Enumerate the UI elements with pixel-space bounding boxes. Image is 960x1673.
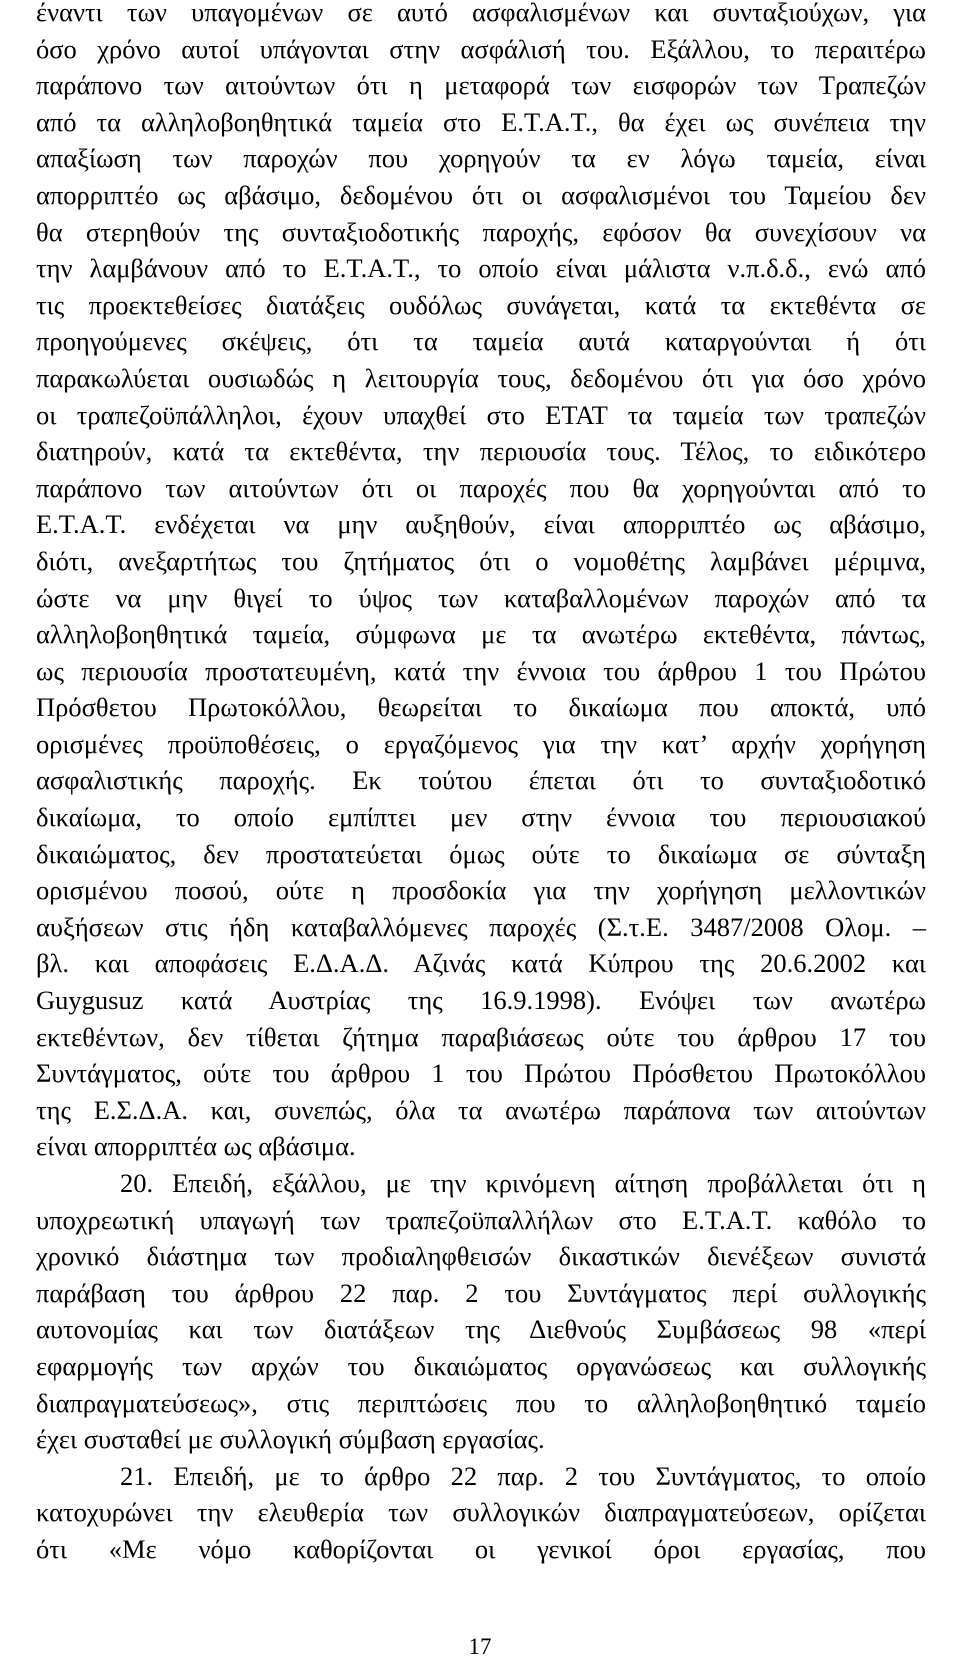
text-line: απαξίωση των παροχών που χορηγούν τα εν λόγω ταμεία, είναι [36, 143, 926, 174]
text-line: την λαμβάνουν από το Ε.Τ.Α.Τ., το οποίο είναι μάλιστα ν.π.δ.δ., ενώ από [36, 253, 926, 284]
text-line: ορισμένες προϋποθέσεις, ο εργαζόμενος για την κατ’ αρχήν χορήγηση [36, 728, 926, 759]
text-line: της Ε.Σ.Δ.Α. και, συνεπώς, όλα τα ανωτέρω παράπονα των αιτούντων [36, 1094, 926, 1125]
text-line: εκτεθέντων, δεν τίθεται ζήτημα παραβιάσεως ούτε του άρθρου 17 του [36, 1021, 926, 1052]
text-line: απορριπτέο ως αβάσιμο, δεδομένου ότι οι ασφαλισμένοι του Ταμείου δεν [36, 179, 926, 210]
text-line: χρονικό διάστημα των προδιαληφθεισών δικαστικών διενέξεων συνιστά [36, 1241, 926, 1272]
text-line: προηγούμενες σκέψεις, ότι τα ταμεία αυτά καταργούνται ή ότι [36, 326, 926, 357]
text-line: αυξήσεων στις ήδη καταβαλλόμενες παροχές (Σ.τ.Ε. 3487/2008 Ολομ. – [36, 911, 926, 942]
text-line: δικαιώματος, δεν προστατεύεται όμως ούτε το δικαίωμα σε σύνταξη [36, 838, 926, 869]
text-line: δικαίωμα, το οποίο εμπίπτει μεν στην έννοια του περιουσιακού [36, 802, 926, 833]
text-line: είναι απορριπτέα ως αβάσιμα. [36, 1131, 356, 1162]
text-line: Συντάγματος, ούτε του άρθρου 1 του Πρώτου Πρόσθετου Πρωτοκόλλου [36, 1058, 926, 1089]
text-line: ως περιουσία προστατευμένη, κατά την έννοια του άρθρου 1 του Πρώτου [36, 655, 926, 686]
text-line: οι τραπεζοϋπάλληλοι, έχουν υπαχθεί στο ΕΤΑΤ τα ταμεία των τραπεζών [36, 399, 926, 430]
text-line: έχει συσταθεί με συλλογική σύμβαση εργασίας. [36, 1424, 545, 1455]
text-line: έναντι των υπαγομένων σε αυτό ασφαλισμένων και συνταξιούχων, για [36, 0, 926, 27]
text-line: 21. Επειδή, με το άρθρο 22 παρ. 2 του Συντάγματος, το οποίο [120, 1460, 926, 1491]
text-line: διότι, ανεξαρτήτως του ζητήματος ότι ο νομοθέτης λαμβάνει μέριμνα, [36, 545, 926, 576]
text-line: ασφαλιστικής παροχής. Εκ τούτου έπεται ότι το συνταξιοδοτικό [36, 765, 926, 796]
text-line: αυτονομίας και των διατάξεων της Διεθνούς Συμβάσεως 98 «περί [36, 1314, 926, 1345]
text-line: αλληλοβοηθητικά ταμεία, σύμφωνα με τα ανωτέρω εκτεθέντα, πάντως, [36, 619, 926, 650]
text-line: θα στερηθούν της συνταξιοδοτικής παροχής, εφόσον θα συνεχίσουν να [36, 216, 926, 247]
text-line: εφαρμογής των αρχών του δικαιώματος οργανώσεως και συλλογικής [36, 1350, 926, 1381]
document-body [36, 0, 926, 1568]
text-line: όσο χρόνο αυτοί υπάγονται στην ασφάλισή του. Εξάλλου, το περαιτέρω [36, 33, 926, 64]
text-line: διαπραγματεύσεως», στις περιπτώσεις που το αλληλοβοηθητικό ταμείο [36, 1387, 926, 1418]
text-line: 20. Επειδή, εξάλλου, με την κρινόμενη αίτηση προβάλλεται ότι η [120, 1168, 926, 1198]
text-line: διατηρούν, κατά τα εκτεθέντα, την περιουσία τους. Τέλος, το ειδικότερο [36, 436, 926, 467]
text-line: Πρόσθετου Πρωτοκόλλου, θεωρείται το δικαίωμα που αποκτά, υπό [36, 692, 926, 723]
text-line: παράπονο των αιτούντων ότι οι παροχές που θα χορηγούνται από το [36, 472, 926, 503]
text-line: παρακωλύεται ουσιωδώς η λειτουργία τους, δεδομένου ότι για όσο χρόνο [36, 362, 926, 393]
text-line: ότι «Με νόμο καθορίζονται οι γενικοί όροι εργασίας, που [36, 1533, 926, 1564]
text-line: ώστε να μην θιγεί το ύψος των καταβαλλομένων παροχών από τα [36, 582, 926, 613]
page-number: 17 [468, 1634, 492, 1659]
text-line: τις προεκτεθείσες διατάξεις ουδόλως συνάγεται, κατά τα εκτεθέντα σε [36, 289, 926, 320]
text-line: παράπονο των αιτούντων ότι η μεταφορά των εισφορών των Τραπεζών [36, 70, 926, 101]
text-line: παράβαση του άρθρου 22 παρ. 2 του Συντάγματος περί συλλογικής [36, 1277, 926, 1308]
text-line: από τα αλληλοβοηθητικά ταμεία στο Ε.Τ.Α.Τ., θα έχει ως συνέπεια την [36, 106, 926, 137]
text-line: υποχρεωτική υπαγωγή των τραπεζοϋπαλλήλων στο Ε.Τ.Α.Τ. καθόλο το [36, 1204, 926, 1235]
text-line: βλ. και αποφάσεις Ε.Δ.Α.Δ. Αζινάς κατά Κύπρου της 20.6.2002 και [36, 948, 926, 979]
text-line: ορισμένου ποσού, ούτε η προσδοκία για την χορήγηση μελλοντικών [36, 875, 926, 906]
text-line: κατοχυρώνει την ελευθερία των συλλογικών διαπραγματεύσεων, ορίζεται [36, 1497, 926, 1528]
text-line: Ε.Τ.Α.Τ. ενδέχεται να μην αυξηθούν, είναι απορριπτέο ως αβάσιμο, [36, 509, 926, 540]
text-line: Guygusuz κατά Αυστρίας της 16.9.1998). Ενόψει των ανωτέρω [36, 985, 926, 1016]
